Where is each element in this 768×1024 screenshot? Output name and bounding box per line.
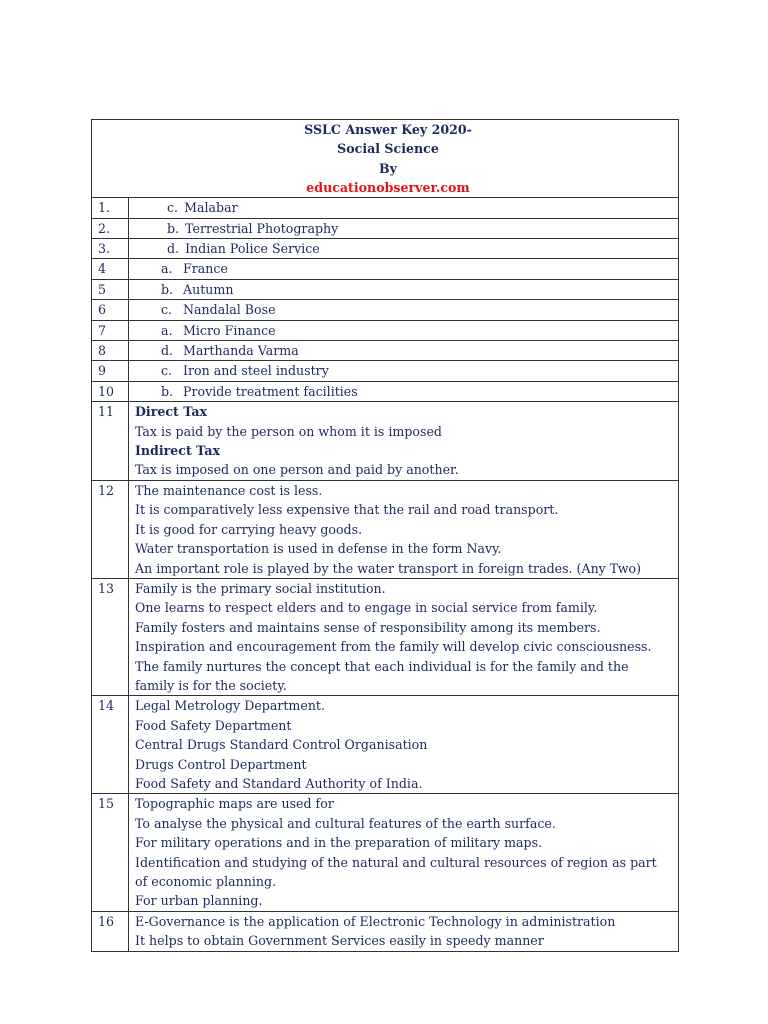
answer-option: c. (161, 302, 173, 318)
answer-text: Provide treatment facilities (183, 383, 358, 399)
question-number: 5 (92, 279, 129, 299)
answer-line: E-Governance is the application of Electronic Technology in administration (135, 913, 616, 929)
answer-text: Iron and steel industry (183, 363, 329, 379)
table-row (92, 480, 679, 578)
table-row (92, 341, 679, 361)
answer-option: b. (161, 281, 174, 297)
answer-option: d. (161, 343, 174, 359)
answer-line: Direct Tax (135, 404, 208, 420)
answer-text: Indian Police Service (185, 241, 320, 256)
answer-option: b. (167, 220, 180, 236)
answer-line: One learns to respect elders and to engage in social service from family. (135, 600, 598, 616)
answer-cell (129, 480, 679, 578)
answer-line: An important role is played by the water transport in foreign trades. (Any Two) (135, 560, 642, 576)
question-number: 14 (92, 696, 129, 794)
table-row (92, 361, 679, 381)
question-number: 2. (92, 218, 129, 238)
question-number: 7 (92, 320, 129, 340)
answer-cell (129, 218, 679, 238)
table-row (92, 794, 679, 911)
answer-line: Tax is imposed on one person and paid by another. (135, 462, 459, 478)
answer-cell (129, 911, 679, 951)
answer-text: Malabar (184, 200, 238, 216)
answer-line: Food Safety Department (135, 717, 292, 733)
answer-line: Water transportation is used in defense in the form Navy. (135, 541, 502, 557)
answer-cell (129, 279, 679, 299)
answer-text: Marthanda Varma (183, 343, 299, 359)
table-row (92, 218, 679, 238)
title-line-3: By (379, 160, 397, 176)
table-row (92, 696, 679, 794)
answer-line: To analyse the physical and cultural features of the earth surface. (135, 815, 556, 831)
answer-option: b. (161, 383, 174, 399)
title-line-2: Social Science (337, 141, 439, 157)
table-row (92, 198, 679, 218)
answer-cell (129, 300, 679, 320)
question-number: 4 (92, 259, 129, 279)
table-row (92, 259, 679, 279)
site-name: educationobserver.com (306, 179, 470, 195)
answer-line: For urban planning. (135, 893, 263, 909)
question-number: 16 (92, 911, 129, 951)
answer-cell (129, 259, 679, 279)
table-row (92, 320, 679, 340)
answer-cell (129, 341, 679, 361)
answer-line: Drugs Control Department (135, 756, 307, 772)
answer-cell (129, 794, 679, 911)
answer-line: Inspiration and encouragement from the family will develop civic consciousness. (135, 639, 652, 655)
answer-text: Terrestrial Photography (185, 220, 339, 236)
answer-line: family is for the society. (135, 677, 287, 693)
answer-line: Central Drugs Standard Control Organisation (135, 737, 428, 753)
answer-line: Tax is paid by the person on whom it is imposed (135, 423, 442, 439)
answer-text: France (183, 261, 228, 277)
table-row (92, 381, 679, 401)
question-number: 13 (92, 578, 129, 695)
answer-cell (129, 198, 679, 218)
title-row (92, 120, 679, 198)
answer-line: of economic planning. (135, 874, 277, 889)
answer-line: Identification and studying of the natural and cultural resources of region as part (135, 854, 657, 870)
answer-cell (129, 361, 679, 381)
table-row (92, 911, 679, 951)
answer-text: Nandalal Bose (183, 302, 276, 318)
answer-option: a. (161, 322, 173, 338)
answer-cell (129, 239, 679, 259)
answer-line: It helps to obtain Government Services easily in speedy manner (135, 933, 544, 949)
table-row (92, 279, 679, 299)
answer-cell (129, 402, 679, 481)
table-row (92, 402, 679, 481)
question-number: 1. (92, 198, 129, 218)
table-row (92, 578, 679, 695)
answer-line: The maintenance cost is less. (135, 482, 323, 498)
answer-line: Food Safety and Standard Authority of India. (135, 775, 423, 791)
question-number: 3. (92, 239, 129, 259)
answer-option: d. (167, 241, 180, 256)
question-number: 15 (92, 794, 129, 911)
answer-cell (129, 320, 679, 340)
answer-cell (129, 696, 679, 794)
answer-line: It is comparatively less expensive that the rail and road transport. (135, 502, 559, 518)
question-number: 12 (92, 480, 129, 578)
question-number: 9 (92, 361, 129, 381)
answer-line: It is good for carrying heavy goods. (135, 521, 363, 537)
question-number: 11 (92, 402, 129, 481)
question-number: 10 (92, 381, 129, 401)
answer-line: Topographic maps are used for (135, 796, 334, 812)
answer-key-table (91, 119, 679, 952)
answer-cell (129, 578, 679, 695)
answer-line: Legal Metrology Department. (135, 698, 325, 714)
answer-option: a. (161, 261, 173, 277)
answer-line: The family nurtures the concept that each individual is for the family and the (135, 658, 629, 674)
answer-text: Autumn (183, 281, 234, 297)
answer-option: c. (167, 200, 179, 216)
answer-text: Micro Finance (183, 322, 276, 338)
title-line-1: SSLC Answer Key 2020- (304, 122, 472, 137)
question-number: 8 (92, 341, 129, 361)
answer-line: For military operations and in the preparation of military maps. (135, 835, 543, 851)
answer-cell (129, 381, 679, 401)
answer-line: Family fosters and maintains sense of responsibility among its members. (135, 619, 601, 635)
title-block (92, 120, 679, 198)
question-number: 6 (92, 300, 129, 320)
answer-option: c. (161, 363, 173, 379)
answer-line: Family is the primary social institution. (135, 580, 386, 596)
answer-line: Indirect Tax (135, 443, 220, 459)
table-row (92, 239, 679, 259)
table-row (92, 300, 679, 320)
